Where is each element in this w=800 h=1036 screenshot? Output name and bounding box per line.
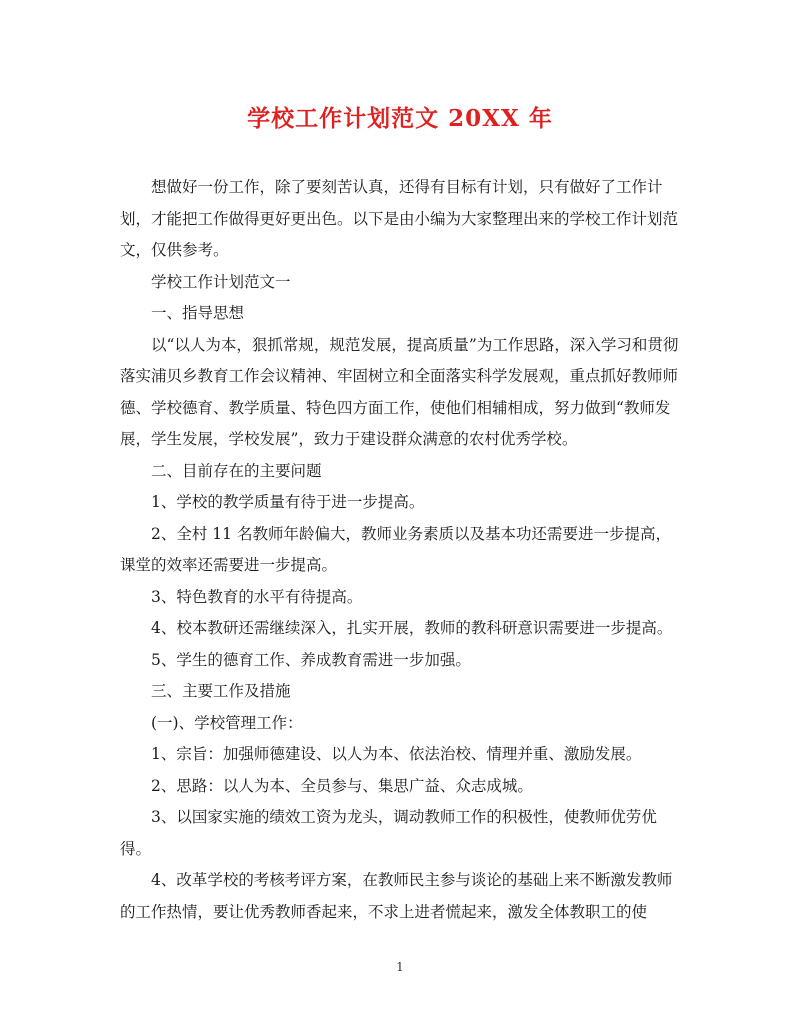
list-item: 5、学生的德育工作、养成教育需进一步加强。 (151, 650, 471, 669)
heading-existing-problems: 二、目前存在的主要问题 (151, 461, 322, 480)
intro-paragraph: 想做好一份工作，除了要刻苦认真，还得有目标有计划，只有做好了工作计划，才能把工作做得更好更出色。以下是由小编为大家整理出来的学校工作计划范文，仅供参考。 (120, 178, 679, 259)
list-item: 4、校本教研还需继续深入，扎实开展，教师的教科研意识需要进一步提高。 (151, 619, 673, 637)
list-item: 3、以国家实施的绩效工资为龙头，调动教师工作的积极性，使教师优劳优得。 (120, 808, 657, 858)
paragraph-guiding-ideology: 以“以人为本，狠抓常规，规范发展，提高质量”为工作思路，深入学习和贯彻落实浦贝乡教育工作会议精神、牢固树立和全面落实科学发展观，重点抓好教师师德、学校德育、教学质量、特色四方面工作，使他们相辅相成，努力做到“教师发展，学生发展，学校发展”，致力于建设群众满意的农村优秀学校。 (120, 335, 679, 448)
heading-main-work-measures: 三、主要工作及措施 (151, 682, 291, 700)
heading-guiding-ideology: 一、指导思想 (151, 304, 245, 322)
subheading-school-management: (一)、学校管理工作： (151, 713, 303, 732)
list-item: 2、思路：以人为本、全员参与、集思广益、众志成城。 (151, 776, 533, 795)
list-item: 1、学校的教学质量有待于进一步提高。 (151, 493, 425, 511)
document-title: 学校工作计划范文 20XX 年 (247, 105, 553, 132)
section-heading-sample-one: 学校工作计划范文一 (151, 272, 291, 291)
list-item: 3、特色教育的水平有待提高。 (151, 587, 363, 606)
list-item: 2、全村 11 名教师年龄偏大，教师业务素质以及基本功还需要进一步提高，课堂的效率还需要进一步提高。 (120, 524, 671, 574)
list-item: 4、改革学校的考核考评方案，在教师民主参与谈论的基础上来不断激发教师的工作热情，要让优秀教师香起来，不求上进者慌起来，激发全体教职工的使 (120, 871, 673, 921)
page-number: 1 (396, 960, 404, 974)
document-body (120, 172, 680, 928)
list-item: 1、宗旨：加强师德建设、以人为本、依法治校、情理并重、激励发展。 (151, 745, 642, 763)
